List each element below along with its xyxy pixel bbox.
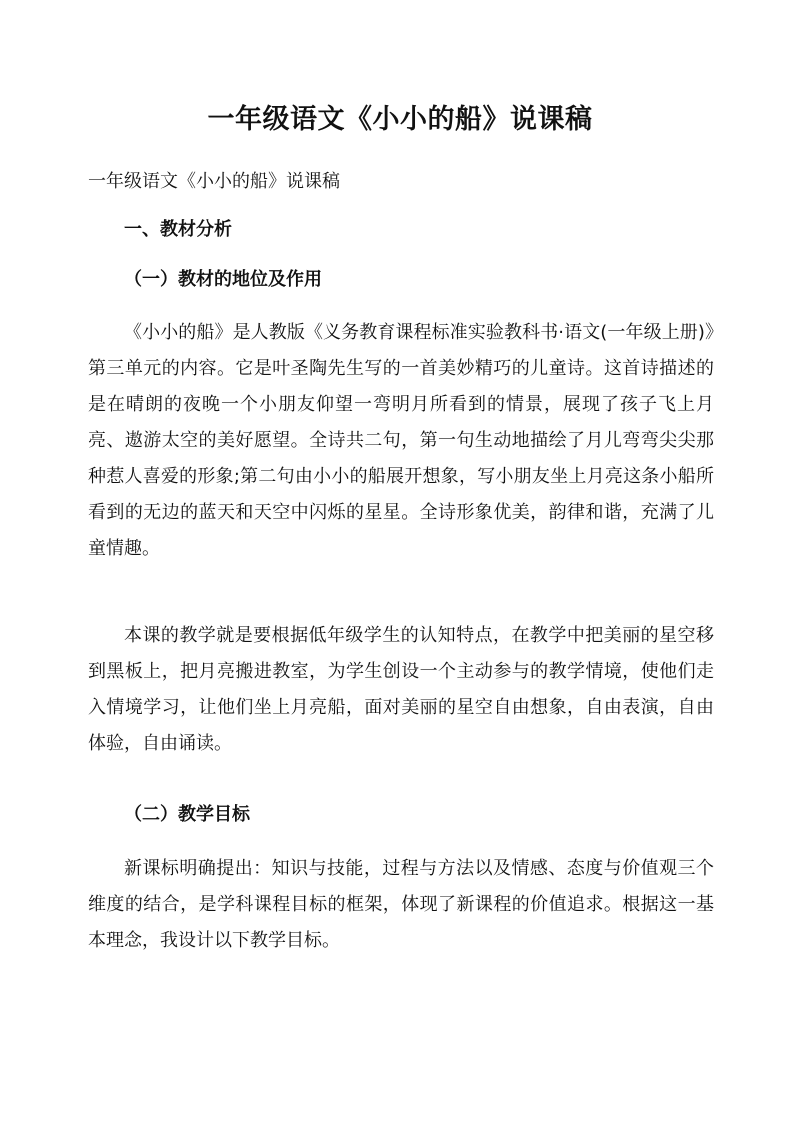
document-title: 一年级语文《小小的船》说课稿 [207, 104, 593, 135]
subsection-heading-teaching-goals: （二）教学目标 [124, 804, 250, 825]
document-subtitle: 一年级语文《小小的船》说课稿 [88, 171, 340, 192]
paragraph-teaching-approach: 本课的教学就是要根据低年级学生的认知特点，在教学中把美丽的星空移到黑板上，把月亮搬进教室，为学生创设一个主动参与的教学情境，使他们走入情境学习，让他们坐上月亮船，面对美丽的星空自由想象，自由表演，自由体验，自由诵读。 [88, 625, 714, 754]
paragraph-new-curriculum: 新课标明确提出：知识与技能，过程与方法以及情感、态度与价值观三个维度的结合，是学科课程目标的框架，体现了新课程的价值追求。根据这一基本理念，我设计以下教学目标。 [88, 858, 714, 951]
subsection-heading-status-and-role: （一）教材的地位及作用 [124, 269, 322, 290]
paragraph-textbook-status: 《小小的船》是人教版《义务教育课程标准实验教科书·语文(一年级上册)》第三单元的内容。它是叶圣陶先生写的一首美妙精巧的儿童诗。这首诗描述的是在晴朗的夜晚一个小朋友仰望一弯明月所看到的情景，展现了孩子飞上月亮、遨游太空的美好愿望。全诗共二句，第一句生动地描绘了月儿弯弯尖尖那种惹人喜爱的形象;第二句由小小的船展开想象，写小朋友坐上月亮这条小船所看到的无边的蓝天和天空中闪烁的星星。全诗形象优美，韵律和谐，充满了儿童情趣。 [88, 322, 714, 559]
section-heading-textbook-analysis: 一、教材分析 [124, 219, 232, 240]
